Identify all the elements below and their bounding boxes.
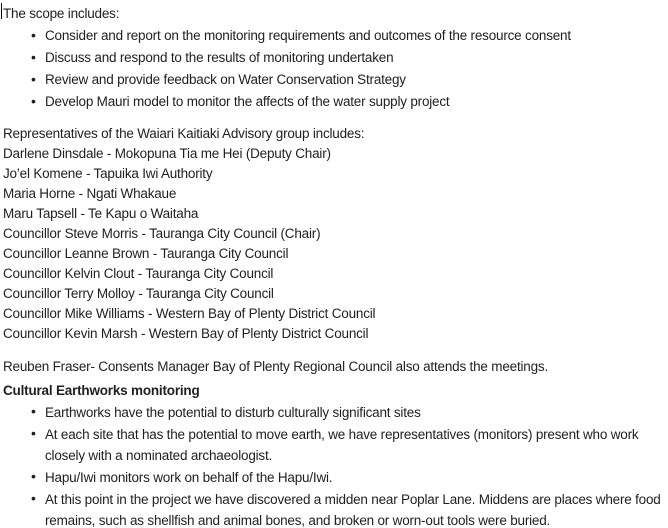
representative-line: Jo’el Komene - Tapuika Iwi Authority [3,166,213,181]
scope-bullet-list [3,26,664,112]
representatives-heading: Representatives of the Waiari Kaitiaki Advisory group includes: [3,126,365,141]
text-cursor [1,3,2,19]
representative-line: Councillor Steve Morris - Tauranga City Council (Chair) [3,226,321,241]
cultural-earthworks-bullet-list [3,402,664,528]
representative-line: Councillor Kevin Marsh - Western Bay of Plenty District Council [3,326,369,341]
representative-line: Darlene Dinsdale - Mokopuna Tia me Hei (Deputy Chair) [3,146,331,161]
scope-bullet-item: • Review and provide feedback on Water Conservation Strategy [3,70,664,90]
representative-line: Councillor Terry Molloy - Tauranga City Council [3,286,274,301]
representative-line: Councillor Leanne Brown - Tauranga City Council [3,246,289,261]
representative-line: Maria Horne - Ngati Whakaue [3,186,177,201]
scope-bullet-item: • Discuss and respond to the results of monitoring undertaken [3,48,664,68]
representative-line: Maru Tapsell - Te Kapu o Waitaha [3,206,199,221]
cultural-bullet-item: • Earthworks have the potential to disturb culturally significant sites [3,402,664,423]
scope-bullet-item: • Consider and report on the monitoring requirements and outcomes of the resource consent [3,26,664,46]
cultural-earthworks-heading: Cultural Earthworks monitoring [3,383,200,398]
attendee-note: Reuben Fraser- Consents Manager Bay of Plenty Regional Council also attends the meetings. [3,359,549,374]
cultural-bullet-item: • At this point in the project we have discovered a midden near Poplar Lane. Middens are places where food remains, such as shellfish and animal bones, and broken or worn-out tools were buried. [3,489,664,528]
scope-heading: The scope includes: [3,6,120,21]
cultural-bullet-item: • At each site that has the potential to move earth, we have representatives (monitors) present who work closely with a nominated archaeologist. [3,424,664,466]
representatives-list [3,144,664,344]
cultural-bullet-item: • Hapu/Iwi monitors work on behalf of the Hapu/Iwi. [3,467,664,488]
scope-bullet-item: • Develop Mauri model to monitor the affects of the water supply project [3,92,664,112]
representative-line: Councillor Mike Williams - Western Bay of Plenty District Council [3,306,376,321]
representative-line: Councillor Kelvin Clout - Tauranga City Council [3,266,274,281]
